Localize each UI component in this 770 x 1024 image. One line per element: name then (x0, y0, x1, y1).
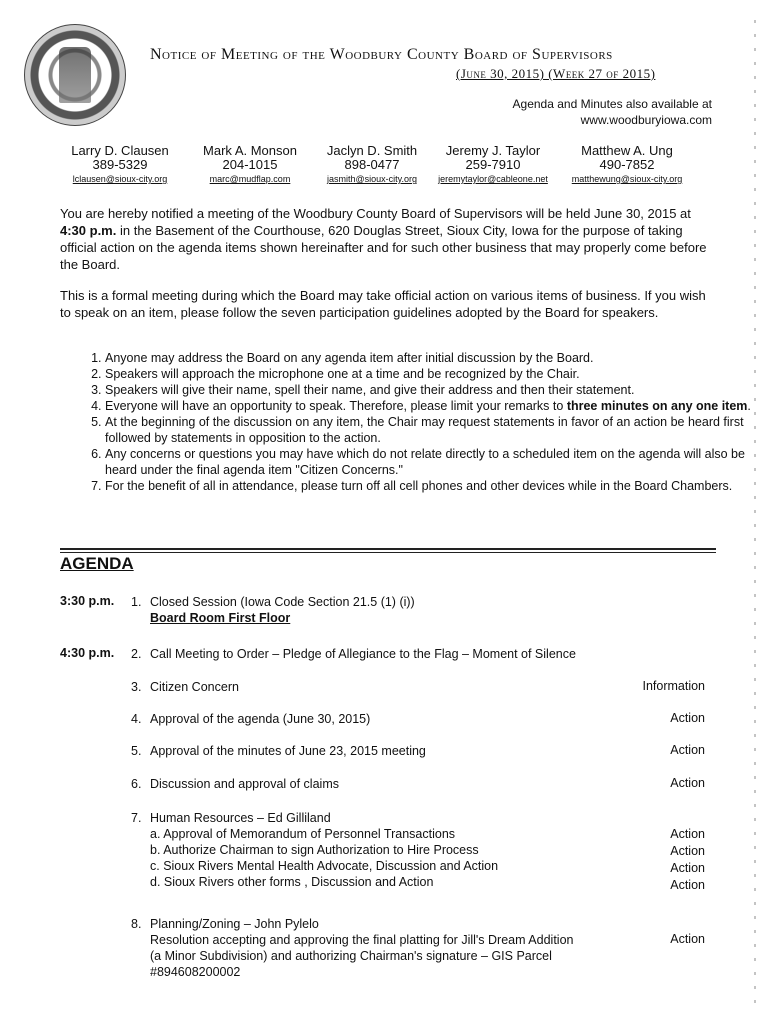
member-email[interactable]: jasmith@sioux-city.org (327, 174, 417, 184)
intro-paragraph (60, 205, 720, 273)
member-name: Jeremy J. Taylor (445, 143, 541, 158)
time-430: 4:30 p.m. (60, 646, 115, 660)
guideline-item: 2. Speakers will approach the microphone one at a time and be recognized by the Chair. (105, 366, 755, 382)
guideline-text: Everyone will have an opportunity to speak. Therefore, please limit your remarks to (105, 399, 567, 413)
item-action: Action (670, 861, 705, 875)
member-name: Matthew A. Ung (581, 143, 673, 158)
website-link[interactable]: www.woodburyiowa.com (580, 113, 712, 127)
agenda-item-5: Approval of the minutes of June 23, 2015 meeting (150, 744, 426, 758)
member-smith (312, 144, 432, 186)
speaker-paragraph: This is a formal meeting during which the Board may take official action on various items of business. If you wish to speak on an item, please follow the seven participation guidelines adopted by the Board for speakers. (60, 288, 706, 320)
item-action: Action (670, 932, 705, 946)
member-ung (562, 144, 692, 186)
item-action: Action (670, 827, 705, 841)
item-number: 1. (131, 595, 142, 609)
member-phone: 259-7910 (465, 157, 521, 172)
agenda-item-4: Approval of the agenda (June 30, 2015) (150, 712, 371, 726)
item-text: Planning/Zoning – John Pylelo (150, 917, 319, 931)
item-action: Action (670, 776, 705, 790)
availability-note (513, 96, 712, 128)
availability-text: Agenda and Minutes also available at (512, 97, 712, 111)
section-divider (60, 552, 716, 553)
sub-item-b: b. Authorize Chairman to sign Authorization to Hire Process (150, 843, 479, 857)
member-phone: 389-5329 (92, 157, 148, 172)
member-email[interactable]: marc@mudflap.com (209, 174, 291, 184)
item-number: 6. (131, 777, 142, 791)
guideline-item (105, 398, 755, 414)
item-number: 3. (131, 680, 142, 694)
county-seal (24, 24, 126, 126)
item-action: Action (670, 878, 705, 892)
section-divider (60, 548, 716, 550)
item-detail: Resolution accepting and approving the final platting for Jill's Dream Addition (150, 933, 574, 947)
member-clausen (55, 144, 185, 186)
item-action: Action (670, 711, 705, 725)
time-330: 3:30 p.m. (60, 594, 115, 608)
sub-item-d: d. Sioux Rivers other forms , Discussion and Action (150, 875, 434, 889)
agenda-heading: AGENDA (60, 554, 134, 573)
member-name: Larry D. Clausen (71, 143, 169, 158)
time-limit: three minutes on any one item (566, 399, 748, 413)
scan-margin-marks (754, 20, 756, 1010)
notice-title: Notice of Meeting of the Woodbury County Board of Supervisors (150, 46, 613, 63)
member-taylor (428, 144, 558, 186)
intro-text: You are hereby notified a meeting of the Woodbury County Board of Supervisors will be held June 30, 2015 at (60, 206, 691, 221)
intro-text-cont: in the Basement of the Courthouse, 620 Douglas Street, Sioux City, Iowa for the purpose of taking official action on the agenda items shown hereinafter and for such other business that may properly come before the Board. (60, 223, 707, 272)
item-number: 4. (131, 712, 142, 726)
agenda-item-8 (150, 916, 573, 980)
member-phone: 490-7852 (599, 157, 655, 172)
item-location: Board Room First Floor (150, 611, 291, 625)
item-detail: (a Minor Subdivision) and authorizing Chairman's signature – GIS Parcel (150, 949, 552, 963)
member-email[interactable]: matthewung@sioux-city.org (571, 174, 683, 184)
item-number: 8. (131, 917, 142, 931)
participation-guidelines (60, 350, 755, 494)
item-detail: #894608200002 (150, 965, 241, 979)
item-number: 2. (131, 647, 142, 661)
agenda-item-1 (150, 594, 415, 626)
agenda-item-6: Discussion and approval of claims (150, 777, 339, 791)
guideline-item: 5. At the beginning of the discussion on any item, the Chair may request statements in favor of an action be heard first followed by statements in opposition to the action. (105, 414, 755, 446)
member-monson (190, 144, 310, 186)
item-text: Closed Session (Iowa Code Section 21.5 (1) (i)) (150, 595, 415, 609)
item-action: Action (670, 844, 705, 858)
notice-subtitle: (June 30, 2015) (Week 27 of 2015) (456, 66, 656, 81)
item-number: 7. (131, 811, 142, 825)
member-phone: 204-1015 (222, 157, 278, 172)
sub-item-c: c. Sioux Rivers Mental Health Advocate, Discussion and Action (150, 859, 499, 873)
guideline-item: 7. For the benefit of all in attendance, please turn off all cell phones and other devices while in the Board Chambers. (105, 478, 755, 494)
guideline-item: 6. Any concerns or questions you may have which do not relate directly to a scheduled item on the agenda will also be heard under the final agenda item "Citizen Concerns." (105, 446, 755, 478)
member-email[interactable]: lclausen@sioux-city.org (72, 174, 168, 184)
item-action: Information (642, 679, 705, 693)
sub-item-actions (670, 826, 705, 894)
meeting-time: 4:30 p.m. (60, 223, 117, 238)
item-number: 5. (131, 744, 142, 758)
member-name: Mark A. Monson (203, 143, 297, 158)
item-text: Human Resources – Ed Gilliland (150, 811, 331, 825)
item-action: Action (670, 743, 705, 757)
agenda-item-2: Call Meeting to Order – Pledge of Allegiance to the Flag – Moment of Silence (150, 647, 576, 661)
agenda-item-7 (150, 810, 498, 890)
sub-item-a: a. Approval of Memorandum of Personnel Transactions (150, 827, 456, 841)
member-name: Jaclyn D. Smith (326, 143, 418, 158)
member-phone: 898-0477 (344, 157, 400, 172)
member-email[interactable]: jeremytaylor@cableone.net (438, 174, 548, 184)
guideline-item: 3. Speakers will give their name, spell their name, and give their address and then their statement. (105, 382, 755, 398)
guideline-end: . (747, 399, 751, 413)
agenda-item-3: Citizen Concern (150, 680, 239, 694)
guideline-item: 1. Anyone may address the Board on any agenda item after initial discussion by the Board. (105, 350, 755, 366)
